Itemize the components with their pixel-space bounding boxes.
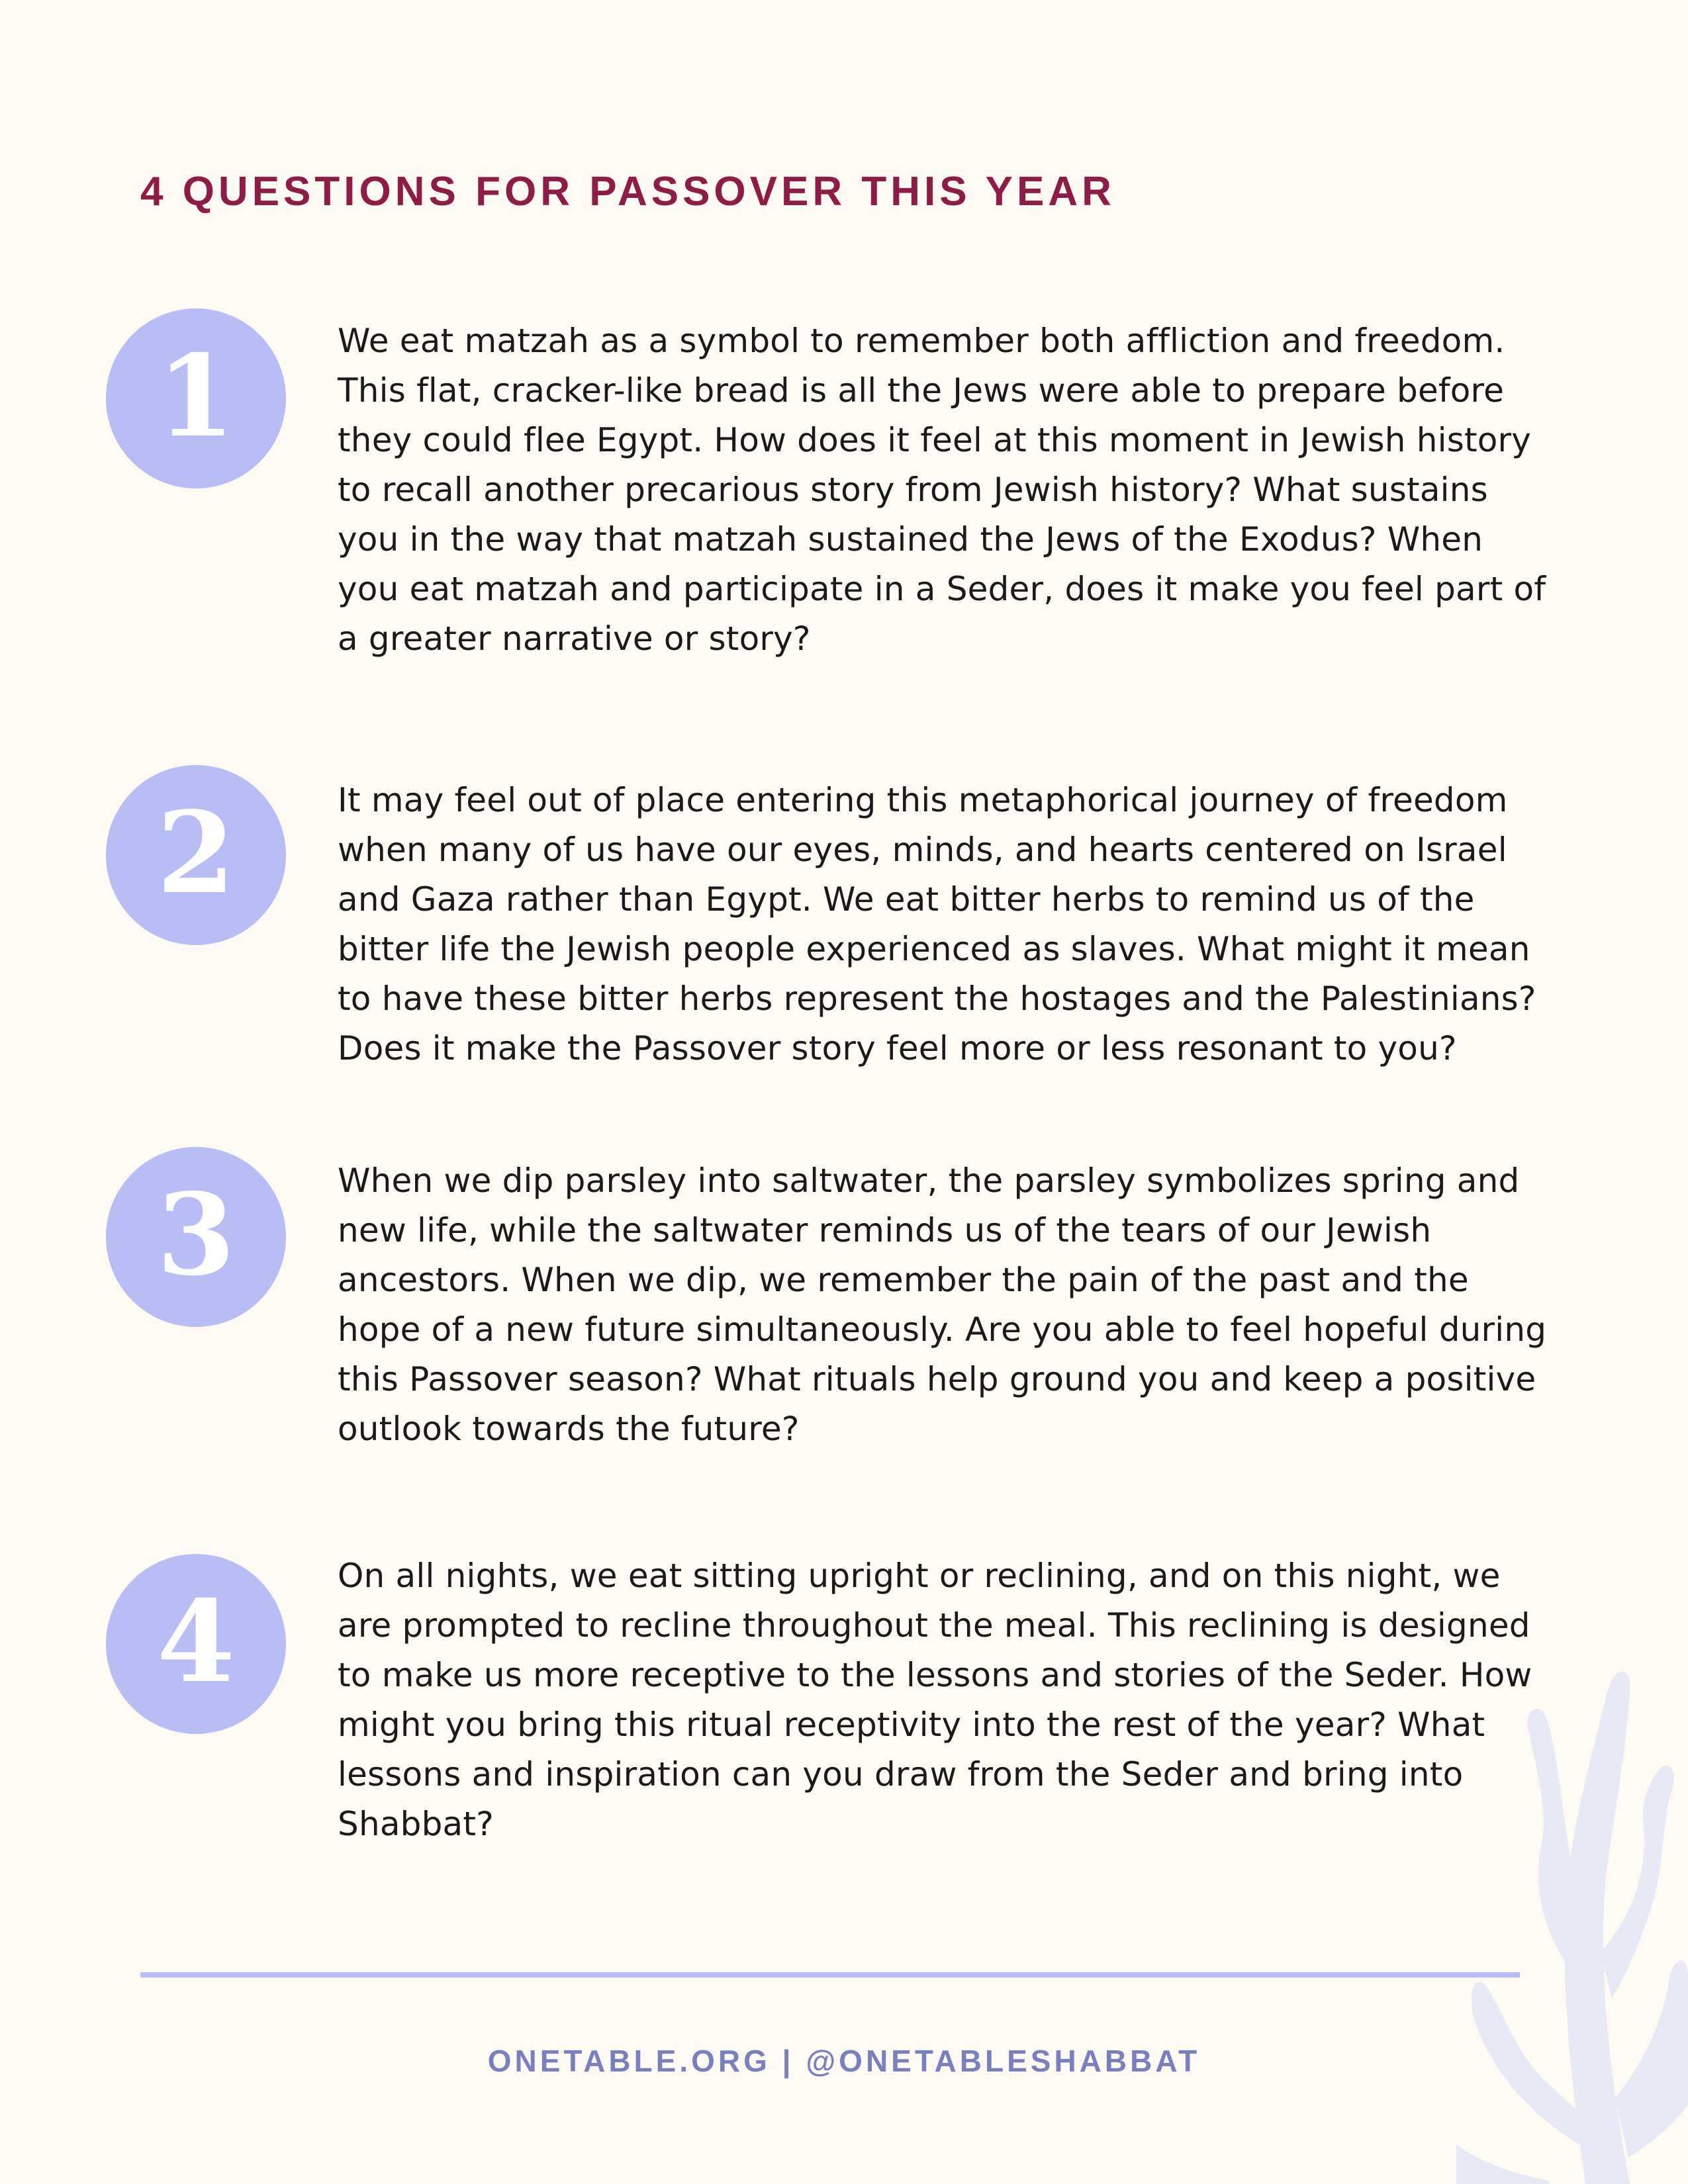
number-badge [106, 308, 286, 488]
question-text: On all nights, we eat sitting upright or reclining, and on this night, we are prompted to recline throughout the meal. This reclining is designed to make us more receptive to the lessons and stories of the Seder. How might you bring this ritual receptivity into the rest of the year? What lessons and inspiration can you draw from the Seder and bring into Shabbat? [338, 1557, 1532, 1843]
number-label: 4 [156, 1576, 236, 1708]
number-label: 3 [156, 1169, 236, 1301]
question-text: We eat matzah as a symbol to remember both affliction and freedom. This flat, cracker-like bread is all the Jews were able to prepare before they could flee Egypt. How does it feel at this moment in Jewish history to recall another precarious story from Jewish history? What sustains you in the way that matzah sustained the Jews of the Exodus? When you eat matzah and participate in a Seder, does it make you feel part of a greater narrative or story? [338, 322, 1546, 658]
leaf-branch-icon [1456, 1641, 1688, 2184]
footer-divider [140, 1972, 1520, 1978]
number-label: 2 [156, 787, 236, 919]
number-badge [106, 765, 286, 945]
page-title: 4 QUESTIONS FOR PASSOVER THIS YEAR [140, 169, 1115, 214]
question-text: It may feel out of place entering this metaphorical journey of freedom when many of us have our eyes, minds, and hearts centered on Israel and Gaza rather than Egypt. We eat bitter herbs to remind us of the bitter life the Jewish people experienced as slaves. What might it mean to have these bitter herbs represent the hostages and the Palestinians? Does it make the Passover story feel more or less resonant to you? [338, 781, 1536, 1068]
number-badge [106, 1554, 286, 1734]
number-label: 1 [156, 330, 236, 463]
number-badge [106, 1147, 286, 1327]
footer-links: ONETABLE.ORG | @ONETABLESHABBAT [487, 2044, 1201, 2078]
question-text: When we dip parsley into saltwater, the parsley symbolizes spring and new life, while the saltwater reminds us of the tears of our Jewish ancestors. When we dip, we remember the pain of the past and the hope of a new future simultaneously. Are you able to feel hopeful during this Passover season? What rituals help ground you and keep a positive outlook towards the future? [338, 1161, 1547, 1448]
